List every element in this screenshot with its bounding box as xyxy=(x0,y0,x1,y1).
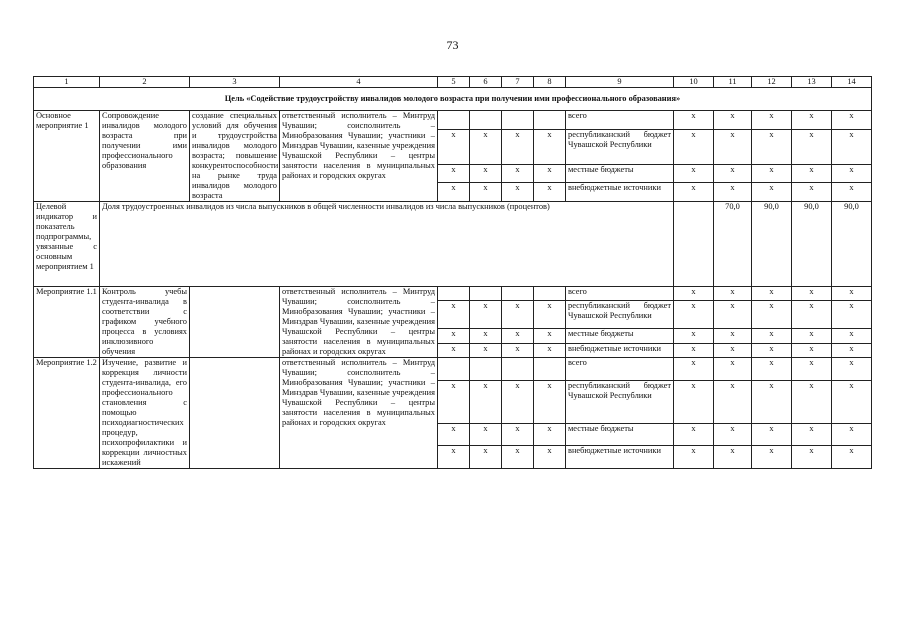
code-cell xyxy=(470,111,502,130)
code-cell: x xyxy=(470,129,502,164)
value-cell: x xyxy=(752,183,792,202)
value-cell: x xyxy=(752,164,792,183)
table-cell xyxy=(674,202,714,287)
table-row xyxy=(34,111,872,130)
code-cell: x xyxy=(470,329,502,343)
table-row xyxy=(34,358,872,381)
code-cell: x xyxy=(534,343,566,357)
event-name: Мероприятие 1.2 xyxy=(34,358,100,469)
value-cell: x xyxy=(752,301,792,329)
funding-source: республиканский бюджет Чувашской Республики xyxy=(566,301,674,329)
funding-source: местные бюджеты xyxy=(566,329,674,343)
code-cell: x xyxy=(534,129,566,164)
code-cell xyxy=(470,287,502,301)
code-cell: x xyxy=(470,423,502,446)
event-description: Сопровождение инвалидов молодого возраста при получении ими профессионального образования xyxy=(100,111,190,202)
value-cell: x xyxy=(792,329,832,343)
code-cell: x xyxy=(438,129,470,164)
column-header: 9 xyxy=(566,77,674,88)
header-row xyxy=(34,77,872,88)
funding-source: республиканский бюджет Чувашской Республики xyxy=(566,129,674,164)
code-cell: x xyxy=(534,183,566,202)
value-cell: x xyxy=(792,164,832,183)
funding-source: всего xyxy=(566,111,674,130)
code-cell: x xyxy=(438,301,470,329)
code-cell: x xyxy=(470,164,502,183)
value-cell: x xyxy=(832,164,872,183)
column-header: 12 xyxy=(752,77,792,88)
value-cell: x xyxy=(674,380,714,423)
page-number: 73 xyxy=(446,38,459,52)
event-name: Основное мероприятие 1 xyxy=(34,111,100,202)
program-table xyxy=(33,76,872,469)
column-header: 10 xyxy=(674,77,714,88)
code-cell xyxy=(438,287,470,301)
value-cell: x xyxy=(832,446,872,469)
code-cell: x xyxy=(534,423,566,446)
value-cell: x xyxy=(832,380,872,423)
funding-source: республиканский бюджет Чувашской Республики xyxy=(566,380,674,423)
column-header: 5 xyxy=(438,77,470,88)
value-cell: x xyxy=(792,287,832,301)
code-cell: x xyxy=(534,380,566,423)
value-cell: x xyxy=(792,446,832,469)
value-cell: x xyxy=(714,358,752,381)
value-cell: x xyxy=(792,358,832,381)
value-cell: x xyxy=(792,301,832,329)
column-header: 1 xyxy=(34,77,100,88)
code-cell: x xyxy=(438,164,470,183)
value-cell: x xyxy=(674,301,714,329)
code-cell: x xyxy=(534,446,566,469)
value-cell: x xyxy=(674,423,714,446)
value-cell: x xyxy=(752,446,792,469)
indicator-value: 70,0 xyxy=(714,202,752,287)
code-cell: x xyxy=(470,446,502,469)
value-cell: x xyxy=(832,343,872,357)
column-header: 6 xyxy=(470,77,502,88)
event-name: Мероприятие 1.1 xyxy=(34,287,100,358)
column-header: 8 xyxy=(534,77,566,88)
funding-source: местные бюджеты xyxy=(566,423,674,446)
value-cell: x xyxy=(792,183,832,202)
value-cell: x xyxy=(714,446,752,469)
value-cell: x xyxy=(752,343,792,357)
code-cell xyxy=(470,358,502,381)
indicator-label: Целевой индикатор и показатель подпрограммы, увязанные с основным мероприятием 1 xyxy=(34,202,100,287)
value-cell: x xyxy=(674,183,714,202)
value-cell: x xyxy=(674,287,714,301)
value-cell: x xyxy=(832,358,872,381)
indicator-value: 90,0 xyxy=(752,202,792,287)
funding-source: внебюджетные источники xyxy=(566,183,674,202)
value-cell: x xyxy=(714,287,752,301)
event-executors: ответственный исполнитель – Минтруд Чувашии; соисполнитель – Минобразования Чувашии; участники – Минздрав Чувашии, казенные учреждения Чувашской Республики – центры занятости населения в муниципальных районах и городских округах xyxy=(280,111,438,202)
code-cell: x xyxy=(470,343,502,357)
value-cell: x xyxy=(752,358,792,381)
column-header: 7 xyxy=(502,77,534,88)
event-result xyxy=(190,287,280,358)
indicator-text: Доля трудоустроенных инвалидов из числа выпускников в общей численности инвалидов из числа выпускников (процентов) xyxy=(100,202,674,287)
code-cell: x xyxy=(502,129,534,164)
value-cell: x xyxy=(832,129,872,164)
value-cell: x xyxy=(714,111,752,130)
funding-source: внебюджетные источники xyxy=(566,446,674,469)
value-cell: x xyxy=(674,111,714,130)
code-cell: x xyxy=(502,301,534,329)
value-cell: x xyxy=(832,287,872,301)
column-header: 4 xyxy=(280,77,438,88)
code-cell xyxy=(534,358,566,381)
value-cell: x xyxy=(714,164,752,183)
value-cell: x xyxy=(752,380,792,423)
value-cell: x xyxy=(714,301,752,329)
goal-title: Цель «Содействие трудоустройству инвалидов молодого возраста при получении ими профессионального образования» xyxy=(34,88,872,111)
code-cell: x xyxy=(502,380,534,423)
event-result xyxy=(190,358,280,469)
column-header: 3 xyxy=(190,77,280,88)
value-cell: x xyxy=(674,164,714,183)
code-cell: x xyxy=(438,446,470,469)
code-cell: x xyxy=(438,380,470,423)
code-cell xyxy=(534,287,566,301)
code-cell: x xyxy=(502,164,534,183)
value-cell: x xyxy=(714,183,752,202)
event-description: Изучение, развитие и коррекция личности студента-инвалида, его профессионального становления с помощью психодиагностических процедур, психопрофилактики и коррекции личностных искажений xyxy=(100,358,190,469)
code-cell: x xyxy=(470,301,502,329)
value-cell: x xyxy=(752,423,792,446)
indicator-value: 90,0 xyxy=(792,202,832,287)
code-cell: x xyxy=(438,423,470,446)
value-cell: x xyxy=(714,423,752,446)
column-header: 14 xyxy=(832,77,872,88)
value-cell: x xyxy=(752,129,792,164)
value-cell: x xyxy=(832,111,872,130)
value-cell: x xyxy=(674,358,714,381)
value-cell: x xyxy=(792,343,832,357)
value-cell: x xyxy=(714,329,752,343)
value-cell: x xyxy=(674,343,714,357)
code-cell: x xyxy=(534,164,566,183)
code-cell: x xyxy=(534,329,566,343)
value-cell: x xyxy=(832,329,872,343)
code-cell xyxy=(438,111,470,130)
value-cell: x xyxy=(792,129,832,164)
code-cell: x xyxy=(502,329,534,343)
code-cell: x xyxy=(438,183,470,202)
code-cell: x xyxy=(502,423,534,446)
value-cell: x xyxy=(792,380,832,423)
value-cell: x xyxy=(752,329,792,343)
value-cell: x xyxy=(674,446,714,469)
funding-source: местные бюджеты xyxy=(566,164,674,183)
column-header: 11 xyxy=(714,77,752,88)
funding-source: всего xyxy=(566,358,674,381)
code-cell: x xyxy=(438,329,470,343)
code-cell: x xyxy=(470,380,502,423)
column-header: 2 xyxy=(100,77,190,88)
value-cell: x xyxy=(714,343,752,357)
code-cell xyxy=(534,111,566,130)
value-cell: x xyxy=(832,423,872,446)
event-description: Контроль учебы студента-инвалида в соответствии с графиком учебного процесса в условиях инклюзивного обучения xyxy=(100,287,190,358)
code-cell: x xyxy=(502,343,534,357)
event-result: создание специальных условий для обучения и трудоустройства инвалидов молодого возраста; повышение конкурентоспособности на рынке труда инвалидов молодого возраста xyxy=(190,111,280,202)
value-cell: x xyxy=(674,129,714,164)
funding-source: всего xyxy=(566,287,674,301)
value-cell: x xyxy=(674,329,714,343)
code-cell: x xyxy=(470,183,502,202)
code-cell: x xyxy=(534,301,566,329)
value-cell: x xyxy=(832,301,872,329)
code-cell xyxy=(502,287,534,301)
value-cell: x xyxy=(714,129,752,164)
event-executors: ответственный исполнитель – Минтруд Чувашии; соисполнитель – Минобразования Чувашии; участники – Минздрав Чувашии, казенные учреждения Чувашской Республики – центры занятости населения в муниципальных районах и городских округах xyxy=(280,358,438,469)
code-cell xyxy=(438,358,470,381)
code-cell: x xyxy=(502,446,534,469)
code-cell xyxy=(502,111,534,130)
table-row xyxy=(34,287,872,301)
value-cell: x xyxy=(792,111,832,130)
code-cell xyxy=(502,358,534,381)
code-cell: x xyxy=(438,343,470,357)
value-cell: x xyxy=(752,287,792,301)
funding-source: внебюджетные источники xyxy=(566,343,674,357)
code-cell: x xyxy=(502,183,534,202)
column-header: 13 xyxy=(792,77,832,88)
value-cell: x xyxy=(714,380,752,423)
value-cell: x xyxy=(792,423,832,446)
indicator-value: 90,0 xyxy=(832,202,872,287)
event-executors: ответственный исполнитель – Минтруд Чувашии; соисполнитель – Минобразования Чувашии; участники – Минздрав Чувашии, казенные учреждения Чувашской Республики – центры занятости населения в муниципальных районах и городских округах xyxy=(280,287,438,358)
value-cell: x xyxy=(832,183,872,202)
indicator-row xyxy=(34,202,872,287)
value-cell: x xyxy=(752,111,792,130)
